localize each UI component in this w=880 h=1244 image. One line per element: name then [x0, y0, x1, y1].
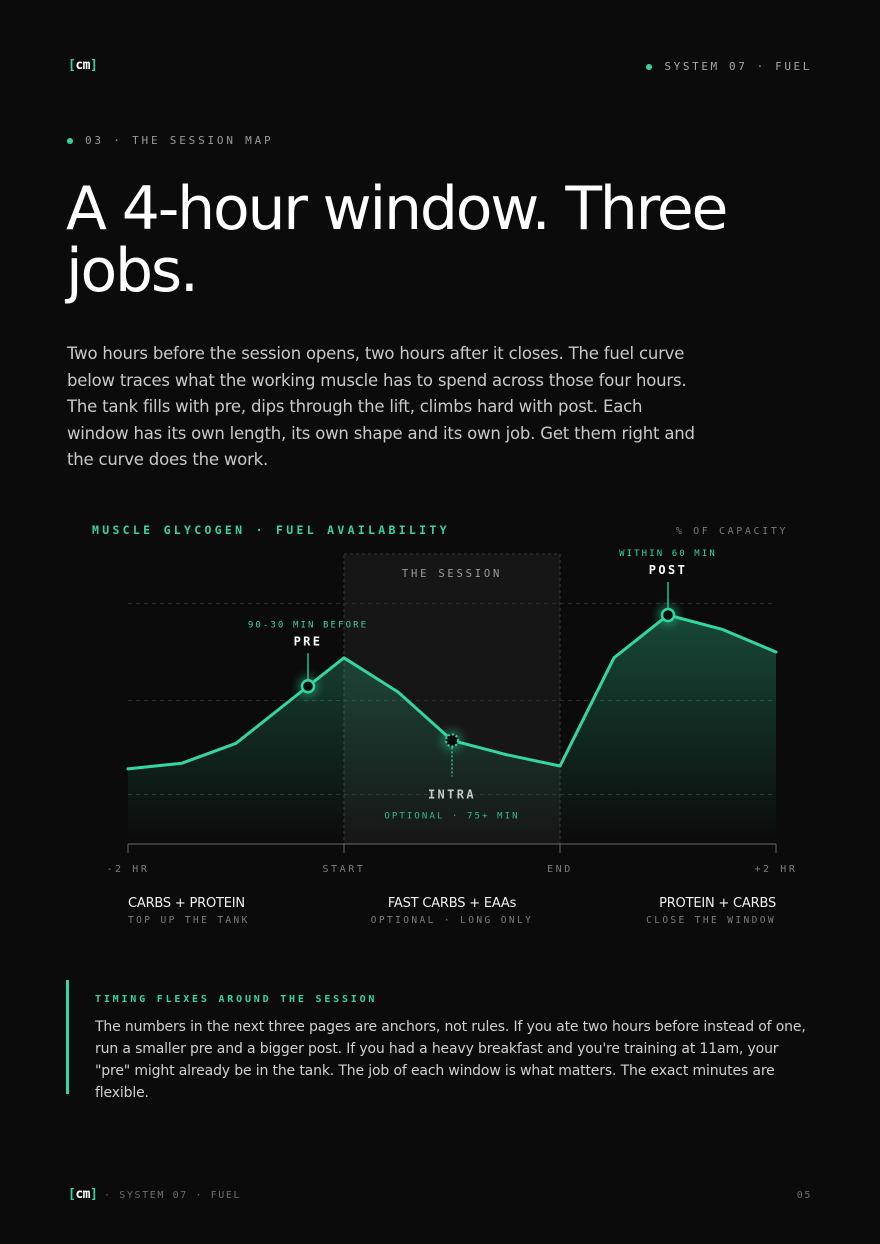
intro-paragraph: Two hours before the session opens, two hours after it closes. The fuel curve below traces what the working muscle has to spend across those four hours. The tank fills with pre, dips through the lift, climbs hard with post. Each window has its own length, its own shape and its own job. Get them right and the curve does the work. — [67, 344, 695, 469]
x-axis-ticks — [106, 844, 797, 875]
fuel-curve-chart — [0, 500, 880, 890]
section-eyebrow — [67, 134, 273, 147]
footer-system-label: · SYSTEM 07 · FUEL — [104, 1190, 242, 1201]
intra-marker-sublabel: OPTIONAL · 75+ MIN — [384, 811, 520, 822]
legend-pre-title: CARBS + PROTEIN — [128, 896, 245, 911]
legend-pre — [128, 896, 348, 926]
legend-post-title: PROTEIN + CARBS — [659, 896, 776, 911]
page-number: 05 — [796, 1190, 812, 1201]
x-tick-label: START — [322, 864, 366, 875]
eyebrow-text: 03 · THE SESSION MAP — [85, 134, 274, 147]
intra-marker-label: INTRA — [427, 787, 477, 802]
legend-post-subtitle: CLOSE THE WINDOW — [646, 915, 776, 926]
brand-logo: [cm] — [68, 58, 98, 73]
intra-marker — [446, 734, 458, 746]
post-marker-label: POST — [648, 563, 688, 577]
chart-title: MUSCLE GLYCOGEN · FUEL AVAILABILITY — [92, 523, 450, 537]
eyebrow-dot-icon — [67, 138, 73, 144]
pre-marker-label: PRE — [293, 634, 323, 649]
legend-intra-title: FAST CARBS + EAAs — [387, 896, 517, 911]
callout-title: TIMING FLEXES AROUND THE SESSION — [95, 994, 378, 1005]
legend-intra — [342, 896, 562, 926]
y-axis-label: % OF CAPACITY — [675, 526, 788, 537]
system-label — [646, 60, 812, 73]
callout-body: The numbers in the next three pages are anchors, not rules. If you ate two hours before instead of one, run a smaller pre and a bigger post. If you had a heavy breakfast and you're training at 11am, your "pre" might already be in the tank. The job of each window is what matters. The exact minutes are flexible. — [95, 1019, 806, 1101]
session-band-label: THE SESSION — [401, 568, 503, 580]
legend-post — [556, 896, 776, 926]
post-marker-sublabel: WITHIN 60 MIN — [619, 549, 717, 559]
status-dot-icon — [646, 64, 652, 70]
legend-intra-subtitle: OPTIONAL · LONG ONLY — [370, 915, 534, 926]
post-marker — [662, 609, 674, 621]
legend-pre-subtitle: TOP UP THE TANK — [128, 915, 250, 926]
pre-marker — [302, 680, 314, 692]
x-tick-label: +2 HR — [754, 864, 798, 875]
timing-callout — [66, 980, 813, 1101]
system-label-text: SYSTEM 07 · FUEL — [664, 60, 812, 73]
x-tick-label: END — [547, 864, 573, 875]
footer-logo: [cm] — [68, 1187, 98, 1202]
page-title: A 4-hour window. Three jobs. — [66, 174, 727, 306]
x-tick-label: -2 HR — [106, 864, 150, 875]
pre-marker-sublabel: 90-30 MIN BEFORE — [247, 620, 369, 631]
